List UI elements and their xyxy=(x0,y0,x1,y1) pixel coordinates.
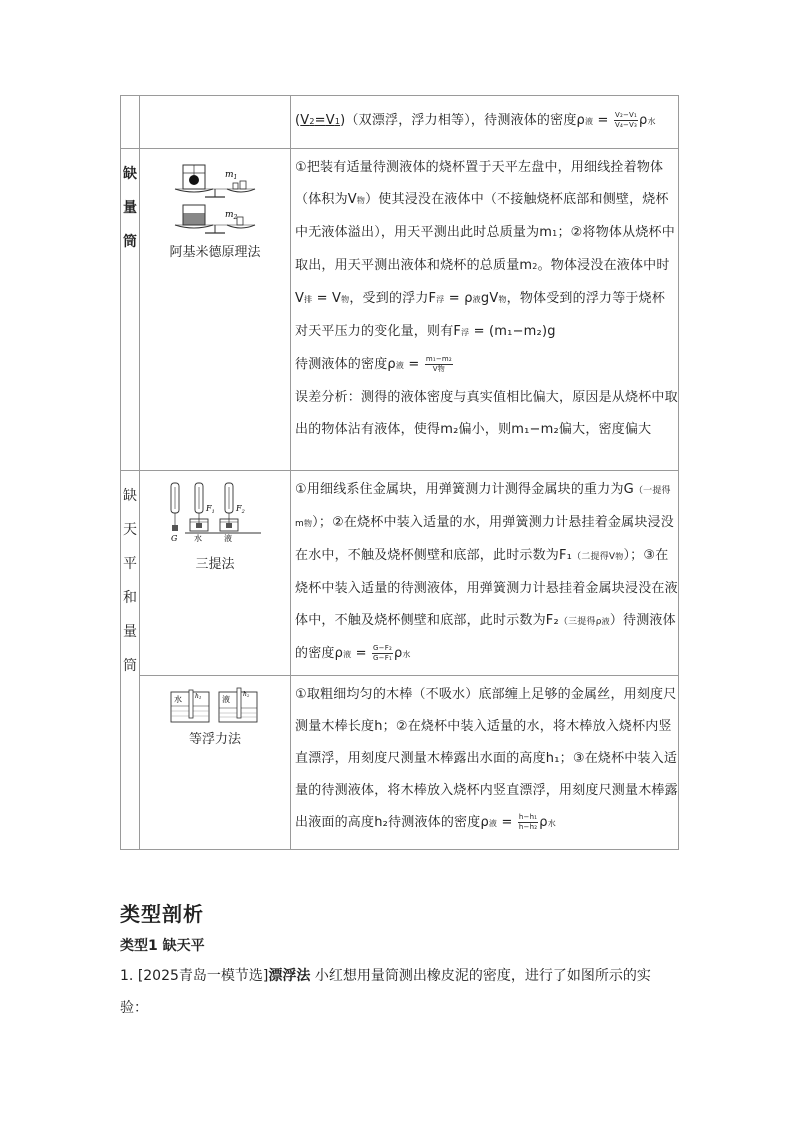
text: 2 xyxy=(233,214,238,221)
text: 1 xyxy=(198,695,202,700)
text: 液 xyxy=(222,695,230,704)
category-cell xyxy=(121,471,140,850)
table-row xyxy=(121,96,679,149)
category-cell xyxy=(121,96,140,149)
text: 物 xyxy=(615,552,624,561)
text: 液 xyxy=(601,617,610,626)
text: F xyxy=(236,504,242,513)
methods-table xyxy=(120,95,679,850)
text: 液 xyxy=(343,650,352,659)
text: 物 xyxy=(341,295,350,304)
text: 液 xyxy=(224,534,232,543)
svg-text:F1 xyxy=(205,504,215,515)
text: V xyxy=(300,113,310,128)
text: 2 xyxy=(309,117,315,126)
method-name: 阿基米德原理法 xyxy=(169,245,261,260)
section-title: 类型剖析 xyxy=(120,902,204,926)
density-fraction xyxy=(614,111,638,130)
description-cell xyxy=(291,471,679,676)
text: = ρ xyxy=(444,291,473,306)
category-label xyxy=(121,157,139,259)
method-name: 三提法 xyxy=(195,557,235,572)
table-row xyxy=(121,471,679,676)
text: 筒 xyxy=(123,234,137,250)
table-row xyxy=(121,676,679,850)
figure-cell xyxy=(140,471,291,676)
fraction-denominator: V₄−V₃ xyxy=(614,121,638,129)
figure-cell xyxy=(140,96,291,149)
text: （二提得V xyxy=(572,552,616,562)
text: ①把装有适量待测液体的烧杯置于天平左盘中，用细线拴着物体（体积为V xyxy=(295,160,664,207)
category-cell xyxy=(121,149,140,471)
text: ，受到的浮力F xyxy=(349,291,437,306)
text: gV xyxy=(480,291,499,306)
text: 筒 xyxy=(123,658,137,674)
text: 和 xyxy=(123,590,137,606)
text: ρ xyxy=(393,646,403,661)
density-fraction xyxy=(425,355,453,374)
text: = xyxy=(497,815,517,830)
table-row xyxy=(121,149,679,471)
method-name: 等浮力法 xyxy=(188,732,241,747)
text: （三提得ρ xyxy=(558,617,602,627)
fraction-numerator: V₂−V₁ xyxy=(614,111,638,119)
text: ①用细线系住金属块，用弹簧测力计测得金属块的重力为G xyxy=(295,482,634,497)
float-rod-diagram xyxy=(167,686,263,726)
description-cell xyxy=(291,149,679,471)
question-number: 1. xyxy=(120,968,138,984)
spring-scale-diagram xyxy=(165,481,265,551)
density-fraction xyxy=(372,644,393,663)
text: = xyxy=(314,113,326,128)
svg-text:h2 xyxy=(243,691,250,698)
category-label xyxy=(121,479,139,683)
text: ）待测液体的密度ρ xyxy=(295,613,676,661)
text: 水 xyxy=(402,650,411,659)
density-fraction xyxy=(518,813,538,832)
fraction-denominator: G−F₁ xyxy=(373,654,392,662)
text: 浮 xyxy=(461,328,470,337)
text: 水 xyxy=(647,117,656,126)
text: ①取粗细均匀的木棒（不吸水）底部缠上足够的金属丝，用刻度尺测量木棒长度h；②在烧杯中装入适量的水，将木棒放入烧杯内竖直漂浮，用刻度尺测量木棒露出水面的高度h₁；③在烧杯中装入适量的待测液体，将木棒放入烧杯内竖直漂浮，用刻度尺测量木棒露出液面的高度h₂待测液体的密度ρ xyxy=(295,687,678,830)
text: 。物体浸没在液体中时V xyxy=(295,258,670,306)
text: ）；②在烧杯中装入适量的水，用弹簧测力计悬挂着金属块浸没在水中，不触及烧杯侧壁和底部，此时示数为F₁ xyxy=(295,515,674,563)
text: h xyxy=(195,693,199,700)
text: = V xyxy=(312,291,342,306)
description-cell xyxy=(291,676,679,850)
text: 2 xyxy=(532,262,538,271)
text: 浮 xyxy=(436,295,445,304)
text: 缺 xyxy=(123,166,137,182)
text: 待测液体的密度ρ xyxy=(295,357,396,372)
fraction-denominator: h−h₂ xyxy=(518,823,538,831)
text: （一提得m xyxy=(295,486,671,529)
text: m xyxy=(225,170,234,180)
text: 缺 xyxy=(123,488,137,504)
type-heading: 类型1 缺天平 xyxy=(120,938,205,954)
text: = xyxy=(351,646,372,661)
text: 物 xyxy=(498,295,507,304)
text: h xyxy=(243,691,247,698)
text: G xyxy=(171,534,178,543)
text: 液 xyxy=(488,819,498,828)
question-1 xyxy=(120,960,676,1024)
text: 1 xyxy=(211,509,215,515)
text: = xyxy=(593,113,613,128)
svg-text:m2 xyxy=(225,210,238,221)
text: 1 xyxy=(552,229,558,238)
fraction-numerator: m₁−m₂ xyxy=(425,355,452,363)
text: 量 xyxy=(123,200,137,216)
svg-text:m1 xyxy=(225,170,237,181)
fraction-numerator: G−F₂ xyxy=(373,644,392,652)
text: 物 xyxy=(303,519,313,528)
text: = (m₁−m₂)g xyxy=(469,324,556,339)
text: 2 xyxy=(246,693,250,698)
text: V xyxy=(325,113,335,128)
text: ，物体受到的浮力等于烧杯对天平压力的变化量，则有F xyxy=(295,291,666,339)
text: = xyxy=(404,357,424,372)
text: 1 xyxy=(334,117,341,126)
fraction-numerator: h−h₁ xyxy=(518,813,538,821)
text: 液 xyxy=(584,117,594,126)
text: ；②将物体从烧杯中取出，用天平测出液体和烧杯的总质量m xyxy=(295,225,675,273)
text: F xyxy=(206,504,212,513)
text: ρ xyxy=(539,815,548,830)
description-cell xyxy=(291,96,679,149)
text: 2 xyxy=(241,509,245,515)
figure-cell xyxy=(140,676,291,850)
svg-text:F2 xyxy=(235,504,245,515)
fraction-denominator: V物 xyxy=(432,365,445,373)
text: )（双漂浮，浮力相等），待测液体的密度ρ xyxy=(340,113,585,128)
text: 水 xyxy=(547,819,556,828)
text: ρ xyxy=(639,113,648,128)
text: m xyxy=(225,210,234,220)
text: 天 xyxy=(123,522,137,538)
text: ）使其浸没在液体中（不接触烧杯底部和侧壁，烧杯中无液体溢出），用天平测出此时总质量为m xyxy=(295,192,669,240)
text: 1 xyxy=(233,174,238,181)
text: 排 xyxy=(304,295,313,304)
text: 水 xyxy=(194,534,202,543)
text: 液 xyxy=(395,361,405,370)
text: 平 xyxy=(123,556,137,572)
text: 水 xyxy=(174,695,182,704)
figure-cell xyxy=(140,149,291,471)
question-method: 漂浮法 xyxy=(268,968,311,984)
question-source: [2025青岛一模节选] xyxy=(137,968,269,984)
text: ）；③在烧杯中装入适量的待测液体，用弹簧测力计悬挂着金属块浸没在液体中，不触及烧杯侧壁和底部，此时示数为F₂ xyxy=(295,548,678,628)
error-analysis: 误差分析：测得的液体密度与真实值相比偏大，原因是从烧杯中取出的物体沾有液体，使得m₂偏小，则m₁−m₂偏大，密度偏大 xyxy=(295,390,678,437)
balance-diagram xyxy=(165,159,265,239)
text: 物 xyxy=(356,196,366,205)
text: ( xyxy=(295,113,301,128)
svg-text:h1 xyxy=(195,693,201,700)
text: 液 xyxy=(472,295,481,304)
text: 量 xyxy=(123,624,137,640)
question-text: 小红想用量筒测出橡皮泥的密度，进行了如图所示的实验： xyxy=(120,968,651,1016)
